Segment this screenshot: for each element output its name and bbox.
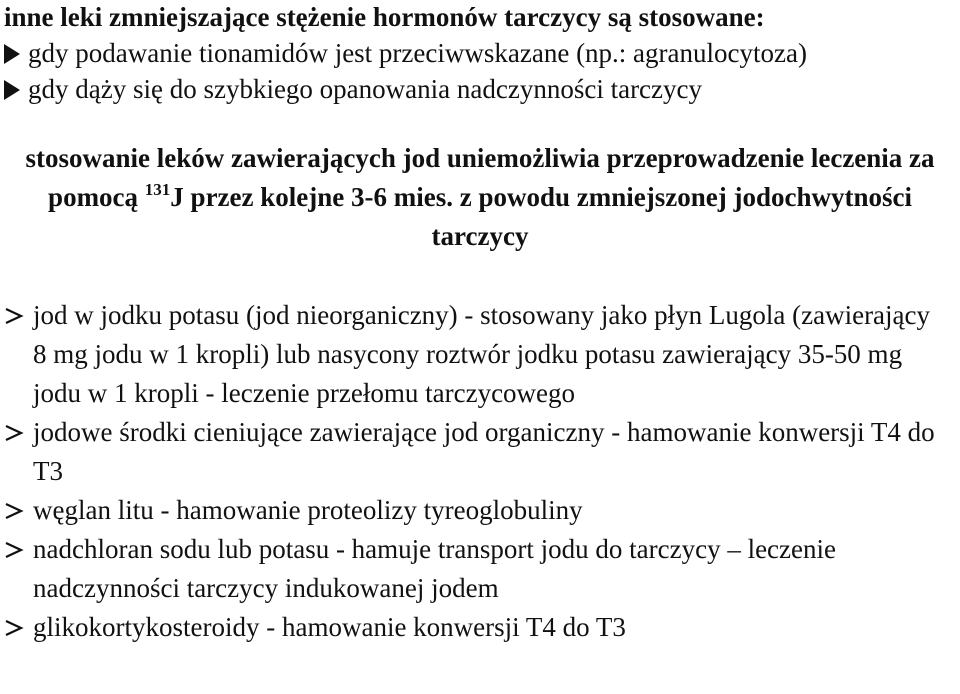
iodine-note-text-1: stosowanie leków zawierających jod uniemożliwia przeprowadzenie leczenia za pomocą bbox=[25, 143, 935, 212]
iodine-note bbox=[0, 139, 960, 256]
list-item-text: nadchloran sodu lub potasu - hamuje transport jodu do tarczycy – leczenie nadczynności tarczycy indukowanej jodem bbox=[33, 534, 836, 603]
list-item bbox=[0, 413, 938, 491]
list-item bbox=[0, 608, 938, 647]
list-item bbox=[0, 530, 938, 608]
arrow-list-item bbox=[4, 36, 807, 70]
arrow-list-item-text: gdy podawanie tionamidów jest przeciwwskazane (np.: agranulocytoza) bbox=[28, 38, 807, 68]
chevron-bullet-icon bbox=[4, 424, 24, 442]
list-item-text: jod w jodku potasu (jod nieorganiczny) - stosowany jako płyn Lugola (zawierający 8 mg jodu w 1 kropli) lub nasycony roztwór jodku potasu zawierający 35-50 mg jodu w 1 kropli - leczenie przełomu tarczycowego bbox=[33, 300, 931, 408]
arrow-list-item bbox=[4, 72, 702, 106]
chevron-bullet-icon bbox=[4, 619, 24, 637]
list-item bbox=[0, 296, 938, 413]
list-item-text: jodowe środki cieniujące zawierające jod organiczny - hamowanie konwersji T4 do T3 bbox=[33, 417, 935, 486]
list-item bbox=[0, 491, 938, 530]
list-item-text: glikokortykosteroidy - hamowanie konwersji T4 do T3 bbox=[33, 612, 626, 642]
chevron-bullet-icon bbox=[4, 307, 24, 325]
list-item-text: węglan litu - hamowanie proteolizy tyreoglobuliny bbox=[33, 495, 583, 525]
slide-heading: inne leki zmniejszające stężenie hormonów tarczycy są stosowane: bbox=[4, 2, 765, 32]
iodine-note-text-2: J przez kolejne 3-6 mies. z powodu zmniejszonej jodochwytności tarczycy bbox=[170, 182, 912, 251]
drug-list bbox=[0, 296, 960, 647]
triangle-bullet-icon bbox=[4, 80, 20, 100]
chevron-bullet-icon bbox=[4, 502, 24, 520]
chevron-bullet-icon bbox=[4, 541, 24, 559]
arrow-list-item-text: gdy dąży się do szybkiego opanowania nadczynności tarczycy bbox=[28, 74, 703, 104]
triangle-bullet-icon bbox=[4, 44, 20, 64]
isotope-mass-number: 131 bbox=[144, 180, 171, 199]
